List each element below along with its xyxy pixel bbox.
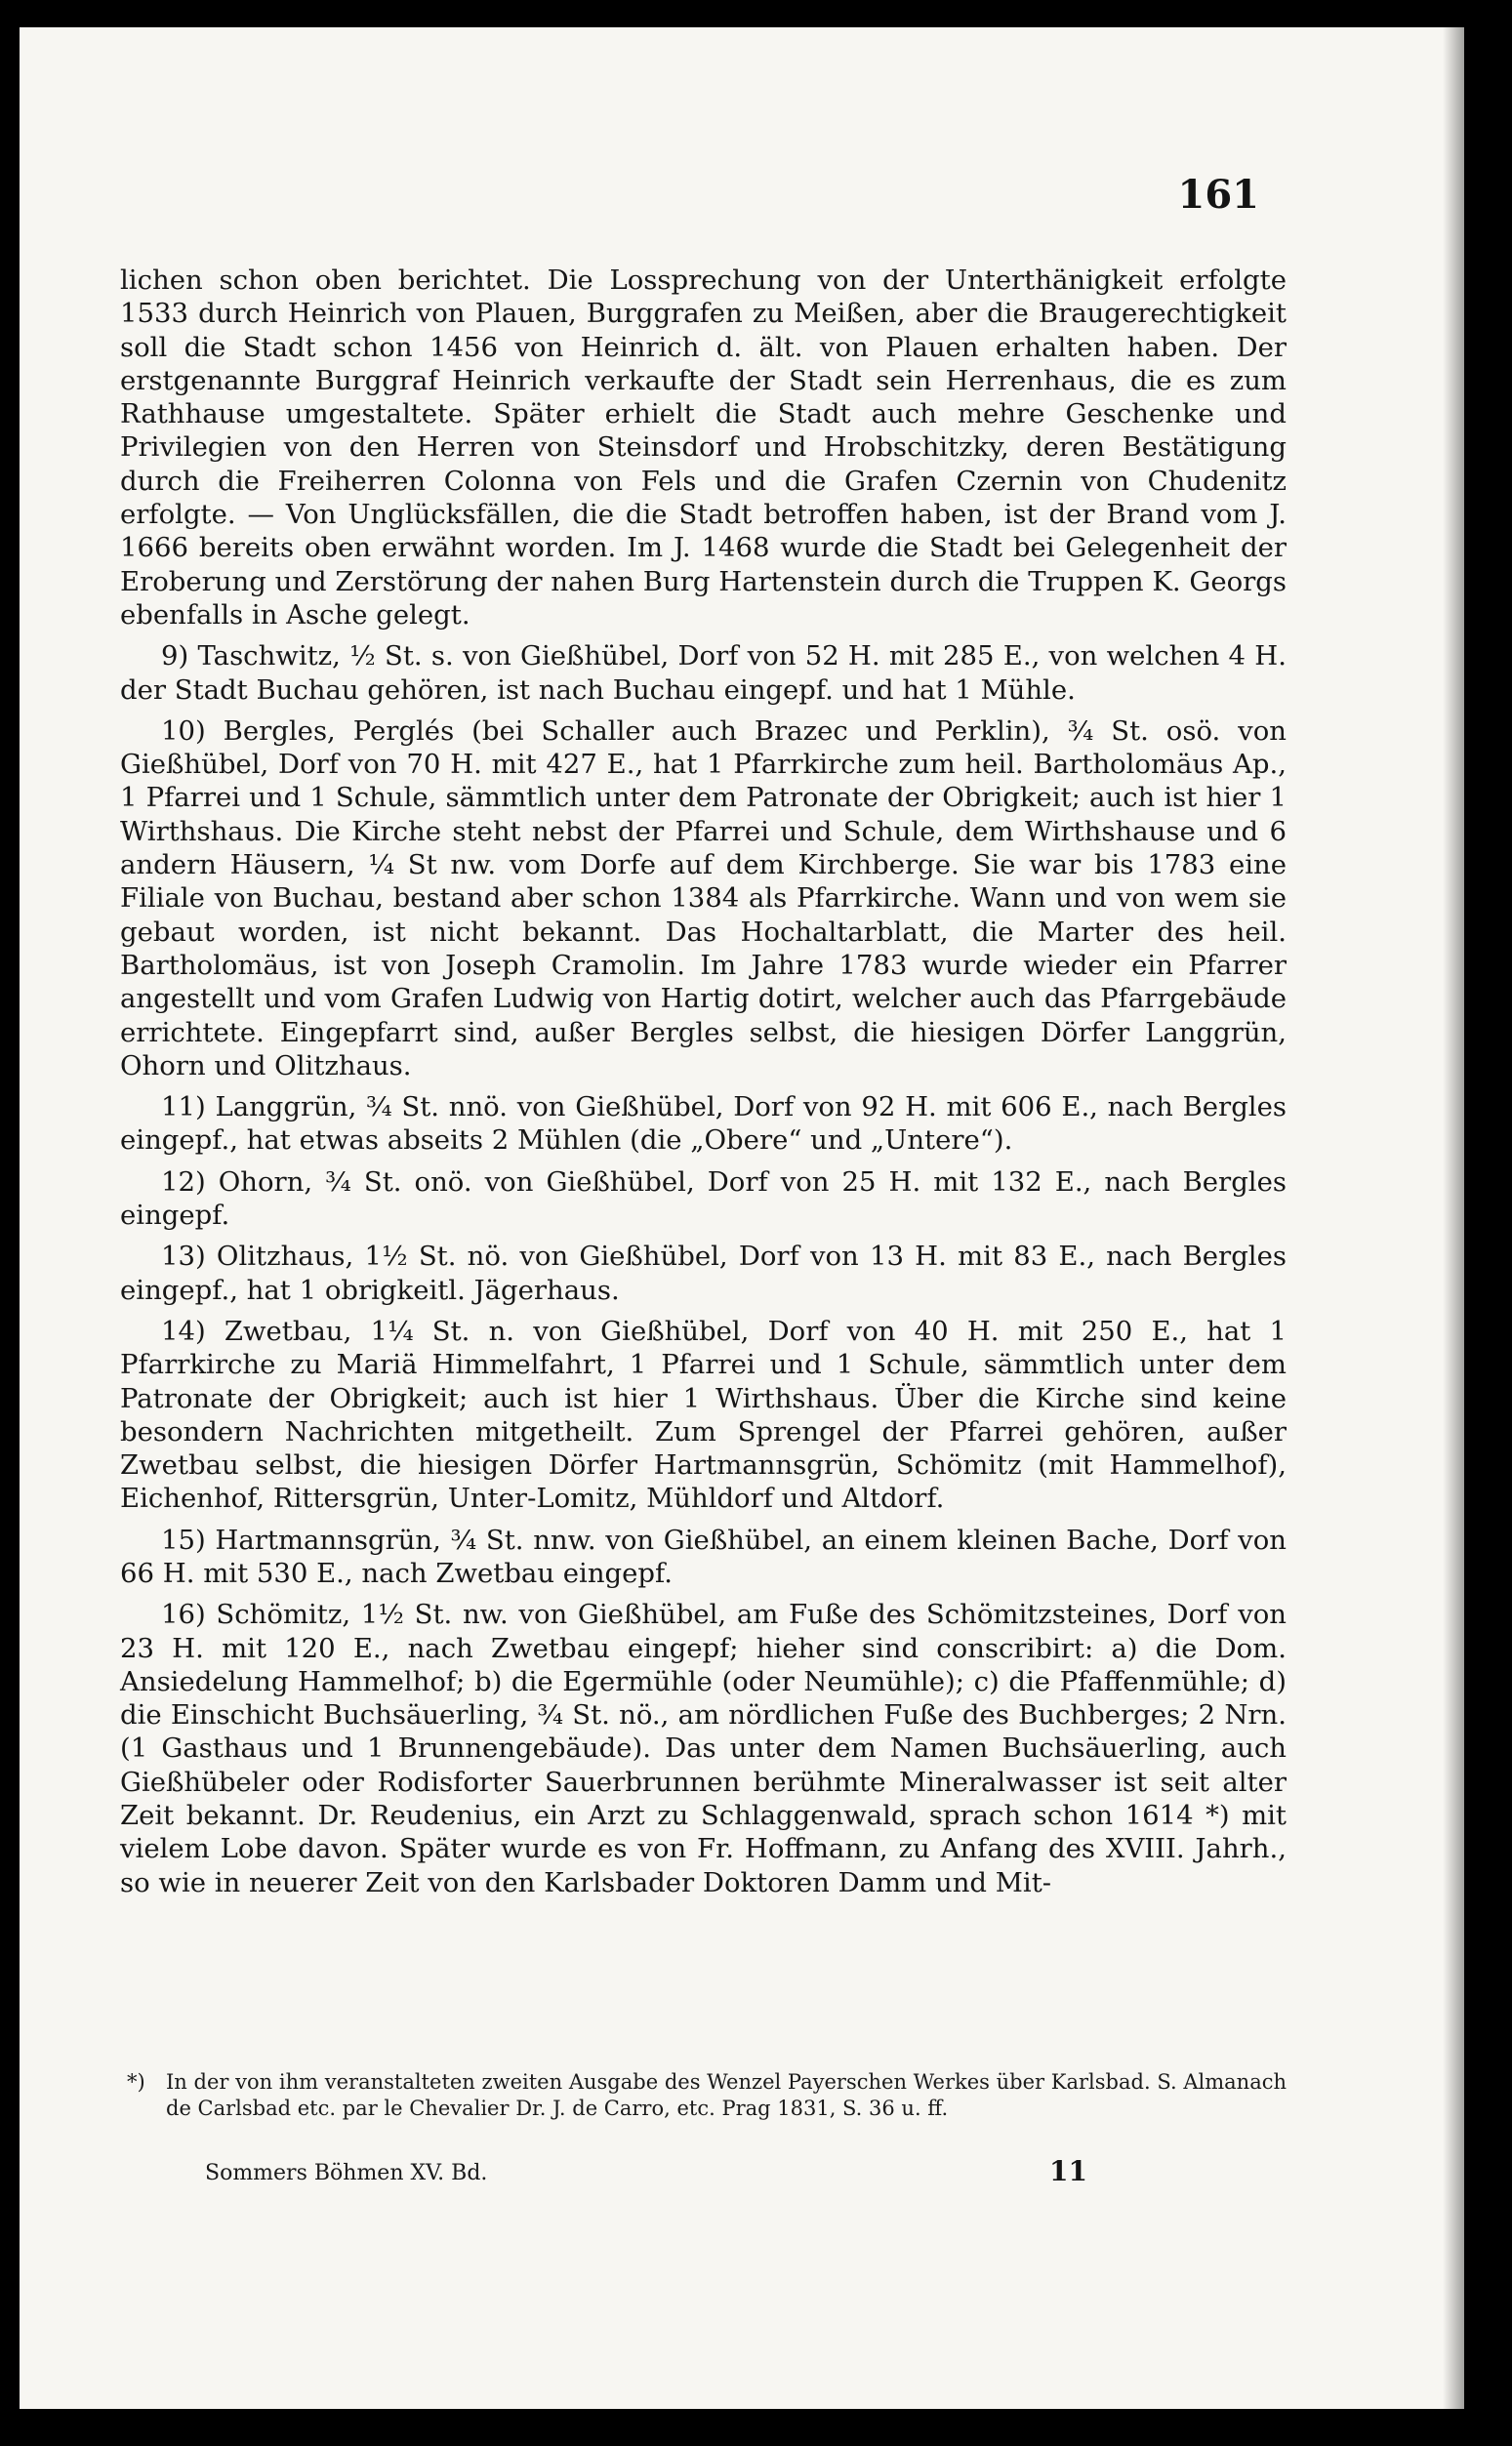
entry-olitzhaus: 13) Olitzhaus, 1½ St. nö. von Gießhübel, Dorf von 13 H. mit 83 E., nach Bergles eingepf., hat 1 obrigkeitl. Jägerhaus. xyxy=(120,1241,1287,1306)
footnote-text: In der von ihm veranstalteten zweiten Ausgabe des Wenzel Payerschen Werkes über Karlsbad. S. Almanach de Carlsbad etc. par le Chevalier Dr. J. de Carro, etc. Prag 1831, S. 36 u. ff. xyxy=(166,2070,1287,2120)
book-page xyxy=(20,27,1464,2409)
entry-langgruen: 11) Langgrün, ¾ St. nnö. von Gießhübel, Dorf von 92 H. mit 606 E., nach Bergles eingepf., hat etwas abseits 2 Mühlen (die „Obere“ und „Untere“). xyxy=(120,1091,1287,1157)
footnote xyxy=(127,2069,1287,2122)
paragraph-intro: lichen schon oben berichtet. Die Lossprechung von der Unterthänigkeit erfolgte 1533 durch Heinrich von Plauen, Burggrafen zu Meißen, aber die Braugerechtigkeit soll die Stadt schon 1456 von Heinrich d. ält. von Plauen erhalten haben. Der erstgenannte Burggraf Heinrich verkaufte der Stadt sein Herrenhaus, die es zum Rathhause umgestaltete. Später erhielt die Stadt auch mehre Geschenke und Privilegien von den Herren von Steinsdorf und Hrobschitzky, deren Bestätigung durch die Freiherren Colonna von Fels und die Grafen Czernin von Chudenitz erfolgte. — Von Unglücksfällen, die die Stadt betroffen haben, ist der Brand vom J. 1666 bereits oben erwähnt worden. Im J. 1468 wurde die Stadt bei Gelegenheit der Eroberung und Zerstörung der nahen Burg Hartenstein durch die Truppen K. Georgs ebenfalls in Asche gelegt. xyxy=(120,265,1287,631)
entry-taschwitz: 9) Taschwitz, ½ St. s. von Gießhübel, Dorf von 52 H. mit 285 E., von welchen 4 H. der Stadt Buchau gehören, ist nach Buchau eingepf. und hat 1 Mühle. xyxy=(120,640,1287,706)
entry-bergles: 10) Bergles, Perglés (bei Schaller auch Brazec und Perklin), ¾ St. osö. von Gießhübel, Dorf von 70 H. mit 427 E., hat 1 Pfarrkirche zum heil. Bartholomäus Ap., 1 Pfarrei und 1 Schule, sämmtlich unter dem Patronate der Obrigkeit; auch ist hier 1 Wirthshaus. Die Kirche steht nebst der Pfarrei und Schule, dem Wirthshause und 6 andern Häusern, ¼ St nw. vom Dorfe auf dem Kirchberge. Sie war bis 1783 eine Filiale von Buchau, bestand aber schon 1384 als Pfarrkirche. Wann und von wem sie gebaut worden, ist nicht bekannt. Das Hochaltarblatt, die Marter des heil. Bartholomäus, ist von Joseph Cramolin. Im Jahre 1783 wurde wieder ein Pfarrer angestellt und vom Grafen Ludwig von Hartig dotirt, welcher auch das Pfarrgebäude errichtete. Eingepfarrt sind, außer Bergles selbst, die hiesigen Dörfer Langgrün, Ohorn und Olitzhaus. xyxy=(120,714,1287,1081)
printer-signature: Sommers Böhmen XV. Bd. xyxy=(205,2161,488,2185)
sheet-number: 11 xyxy=(1049,2155,1087,2187)
entry-ohorn: 12) Ohorn, ¾ St. onö. von Gießhübel, Dorf von 25 H. mit 132 E., nach Bergles eingepf. xyxy=(120,1165,1287,1232)
footnote-marker: *) xyxy=(127,2070,145,2094)
entry-hartmannsgruen: 15) Hartmannsgrün, ¾ St. nnw. von Gießhübel, an einem kleinen Bache, Dorf von 66 H. mit 530 E., nach Zwetbau eingepf. xyxy=(120,1524,1287,1589)
entry-schoemitz: 16) Schömitz, 1½ St. nw. von Gießhübel, am Fuße des Schömitzsteines, Dorf von 23 H. mit 120 E., nach Zwetbau eingepf; hieher sind conscribirt: a) die Dom. Ansiedelung Hammelhof; b) die Egermühle (oder Neumühle); c) die Pfaffenmühle; d) die Einschicht Buchsäuerling, ¾ St. nö., am nördlichen Fuße des Buchberges; 2 Nrn. (1 Gasthaus und 1 Brunnengebäude). Das unter dem Namen Buchsäuerling, auch Gießhübeler oder Rodisforter Sauerbrunnen berühmte Mineralwasser ist seit alter Zeit bekannt. Dr. Reudenius, ein Arzt zu Schlaggenwald, sprach schon 1614 *) mit vielem Lobe davon. Später wurde es von Fr. Hoffmann, zu Anfang des XVIII. Jahrh., so wie in neuerer Zeit von den Karlsbader Doktoren Damm und Mit- xyxy=(120,1599,1287,1898)
main-text xyxy=(120,264,1287,1907)
page-number: 161 xyxy=(1177,172,1259,218)
entry-zwetbau: 14) Zwetbau, 1¼ St. n. von Gießhübel, Dorf von 40 H. mit 250 E., hat 1 Pfarrkirche zu Mariä Himmelfahrt, 1 Pfarrei und 1 Schule, sämmtlich unter dem Patronate der Obrigkeit; auch ist hier 1 Wirthshaus. Über die Kirche sind keine besondern Nachrichten mitgetheilt. Zum Sprengel der Pfarrei gehören, außer Zwetbau selbst, die hiesigen Dörfer Hartmannsgrün, Schömitz (mit Hammelhof), Eichenhof, Rittersgrün, Unter-Lomitz, Mühldorf und Altdorf. xyxy=(120,1315,1287,1515)
